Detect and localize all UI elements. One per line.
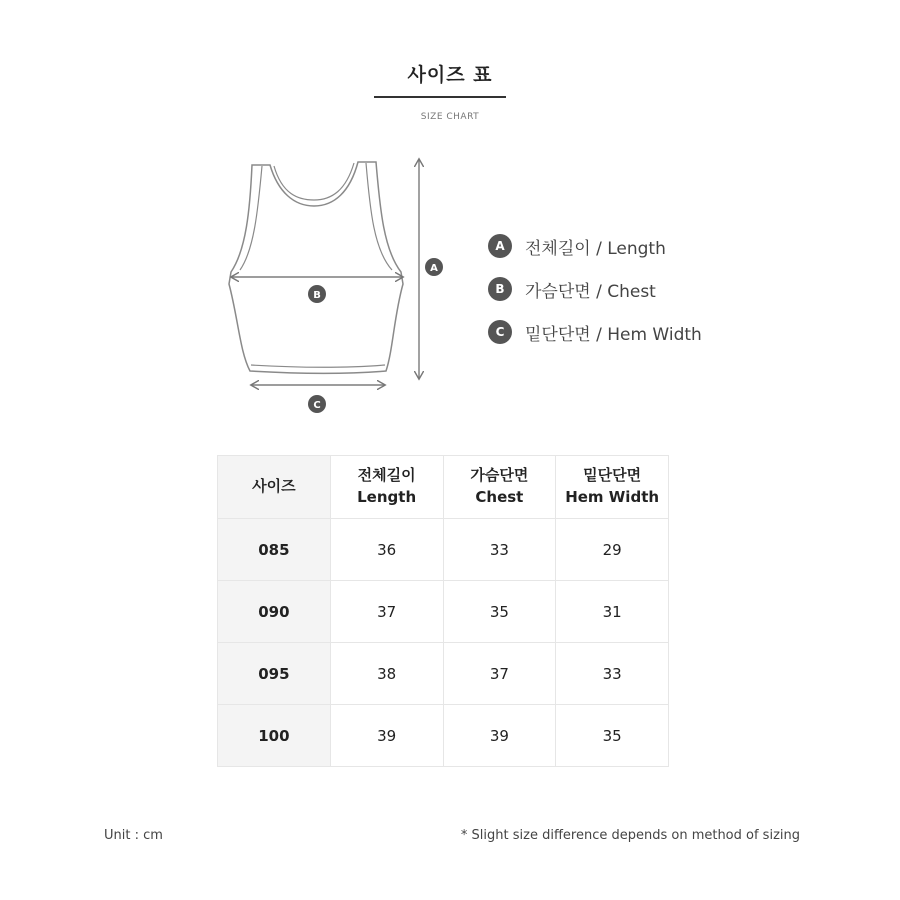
header-length: 전체길이 Length bbox=[330, 456, 443, 519]
cell-length: 39 bbox=[330, 705, 443, 767]
cell-hem: 29 bbox=[556, 519, 669, 581]
legend-label: 가슴단면 / Chest bbox=[525, 281, 656, 302]
table-header-row bbox=[218, 456, 669, 519]
legend-item-chest bbox=[488, 275, 702, 303]
marker-a bbox=[425, 258, 443, 276]
legend-item-hem bbox=[488, 318, 702, 346]
header-size: 사이즈 bbox=[218, 456, 331, 519]
page-subtitle: SIZE CHART bbox=[420, 112, 480, 122]
cell-chest: 37 bbox=[443, 643, 556, 705]
cell-hem: 35 bbox=[556, 705, 669, 767]
legend-label: 전체길이 / Length bbox=[525, 238, 666, 259]
header-chest: 가슴단면 Chest bbox=[443, 456, 556, 519]
svg-text:C: C bbox=[313, 400, 321, 411]
table-row bbox=[218, 519, 669, 581]
cell-size: 100 bbox=[218, 705, 331, 767]
header-hem: 밑단단면 Hem Width bbox=[556, 456, 669, 519]
legend-item-length bbox=[488, 232, 702, 260]
svg-text:B: B bbox=[313, 290, 321, 301]
legend-badge-c: C bbox=[488, 320, 512, 344]
marker-b bbox=[308, 285, 326, 303]
table-row bbox=[218, 581, 669, 643]
table-row bbox=[218, 705, 669, 767]
unit-note: Unit : cm bbox=[104, 828, 163, 843]
size-table bbox=[217, 455, 669, 767]
table-row bbox=[218, 643, 669, 705]
cell-chest: 33 bbox=[443, 519, 556, 581]
cell-size: 090 bbox=[218, 581, 331, 643]
legend-badge-b: B bbox=[488, 277, 512, 301]
legend-label: 밑단단면 / Hem Width bbox=[525, 324, 702, 345]
cell-length: 36 bbox=[330, 519, 443, 581]
legend-badge-a: A bbox=[488, 234, 512, 258]
cell-size: 095 bbox=[218, 643, 331, 705]
cell-length: 37 bbox=[330, 581, 443, 643]
garment-outline bbox=[229, 162, 403, 373]
page-title: 사이즈 표 bbox=[407, 64, 493, 86]
svg-text:A: A bbox=[430, 263, 438, 274]
sizing-disclaimer: * Slight size difference depends on method of sizing bbox=[460, 828, 800, 843]
cell-size: 085 bbox=[218, 519, 331, 581]
cell-hem: 31 bbox=[556, 581, 669, 643]
cell-hem: 33 bbox=[556, 643, 669, 705]
cell-chest: 35 bbox=[443, 581, 556, 643]
cell-chest: 39 bbox=[443, 705, 556, 767]
garment-diagram bbox=[0, 0, 900, 430]
cell-length: 38 bbox=[330, 643, 443, 705]
marker-c bbox=[308, 395, 326, 413]
measurement-legend bbox=[488, 232, 702, 361]
